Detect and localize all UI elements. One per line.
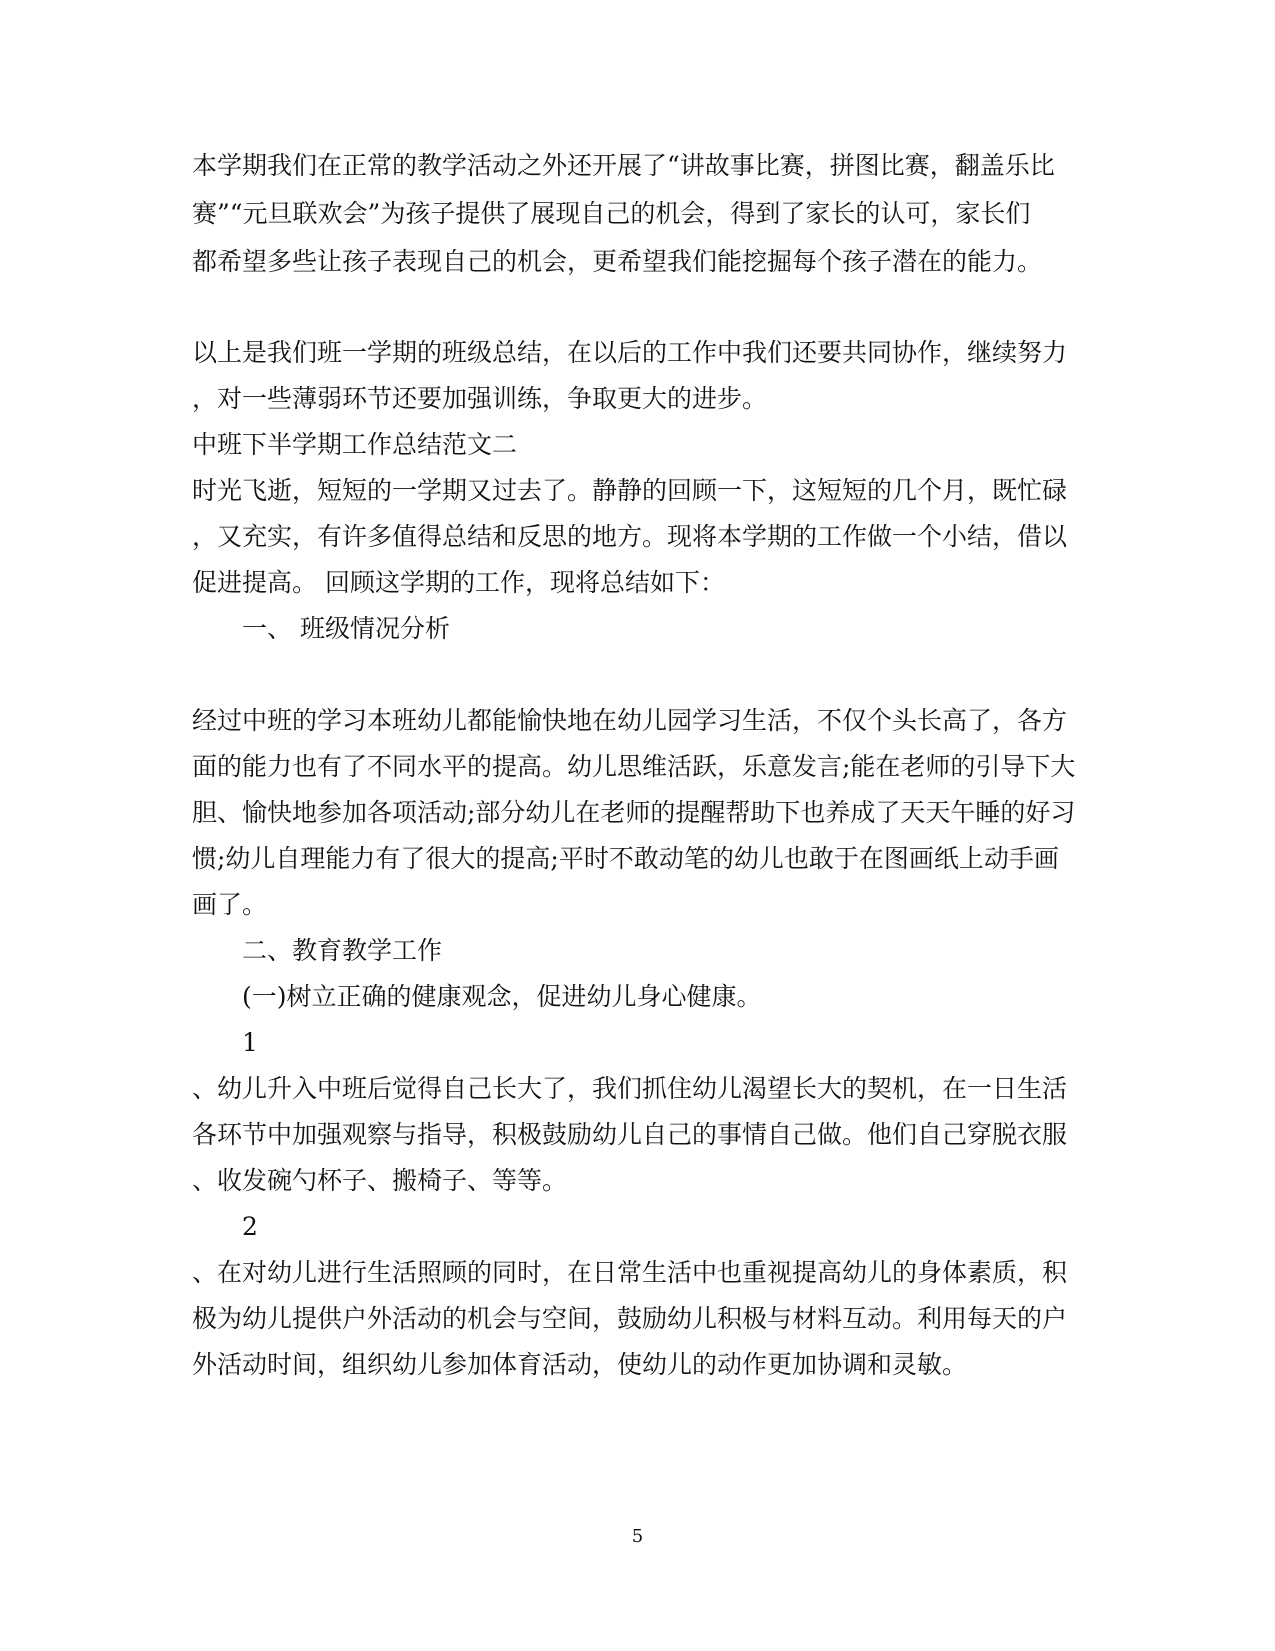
section-title: 中班下半学期工作总结范文二 [192,430,518,459]
paragraph-line: 、收发碗勺杯子、搬椅子、等等。 [192,1166,568,1195]
page-number: 5 [631,1526,644,1547]
paragraph-line: 、幼儿升入中班后觉得自己长大了，我们抓住幼儿渴望长大的契机，在一日生活 [192,1074,1068,1103]
paragraph-line: 促进提高。 回顾这学期的工作，现将总结如下： [192,568,725,597]
heading-class-analysis: 一、 班级情况分析 [242,614,450,643]
paragraph-line: 赛”“元旦联欢会”为孩子提供了展现自己的机会，得到了家长的认可，家长们 [192,199,1031,228]
paragraph-line: 外活动时间，组织幼儿参加体育活动，使幼儿的动作更加协调和灵敏。 [192,1350,968,1379]
list-number: 2 [242,1212,258,1241]
paragraph-line: 经过中班的学习本班幼儿都能愉快地在幼儿园学习生活，不仅个头长高了，各方 [192,706,1068,735]
paragraph-line: 本学期我们在正常的教学活动之外还开展了“讲故事比赛，拼图比赛，翻盖乐比 [192,151,1055,180]
paragraph-line: 以上是我们班一学期的班级总结，在以后的工作中我们还要共同协作，继续努力 [192,338,1068,367]
paragraph-line: 时光飞逝，短短的一学期又过去了。静静的回顾一下，这短短的几个月，既忙碌 [192,476,1068,505]
paragraph-line: 面的能力也有了不同水平的提高。幼儿思维活跃，乐意发言;能在老师的引导下大 [192,752,1076,781]
paragraph-line: 画了。 [192,890,268,919]
paragraph-line: ，对一些薄弱环节还要加强训练，争取更大的进步。 [192,384,768,413]
paragraph-line: 胆、愉快地参加各项活动;部分幼儿在老师的提醒帮助下也养成了天天午睡的好习 [192,798,1076,827]
paragraph-line: 、在对幼儿进行生活照顾的同时，在日常生活中也重视提高幼儿的身体素质，积 [192,1258,1068,1287]
paragraph-line: 各环节中加强观察与指导，积极鼓励幼儿自己的事情自己做。他们自己穿脱衣服 [192,1120,1068,1149]
paragraph-line: ，又充实，有许多值得总结和反思的地方。现将本学期的工作做一个小结，借以 [192,522,1068,551]
paragraph-line: 都希望多些让孩子表现自己的机会，更希望我们能挖掘每个孩子潜在的能力。 [192,247,1043,276]
heading-teaching-work: 二、教育教学工作 [242,936,443,965]
subheading-health: (一)树立正确的健康观念，促进幼儿身心健康。 [242,982,762,1011]
paragraph-line: 惯;幼儿自理能力有了很大的提高;平时不敢动笔的幼儿也敢于在图画纸上动手画 [192,844,1059,873]
paragraph-line: 极为幼儿提供户外活动的机会与空间，鼓励幼儿积极与材料互动。利用每天的户 [192,1304,1068,1333]
list-number: 1 [242,1028,258,1057]
